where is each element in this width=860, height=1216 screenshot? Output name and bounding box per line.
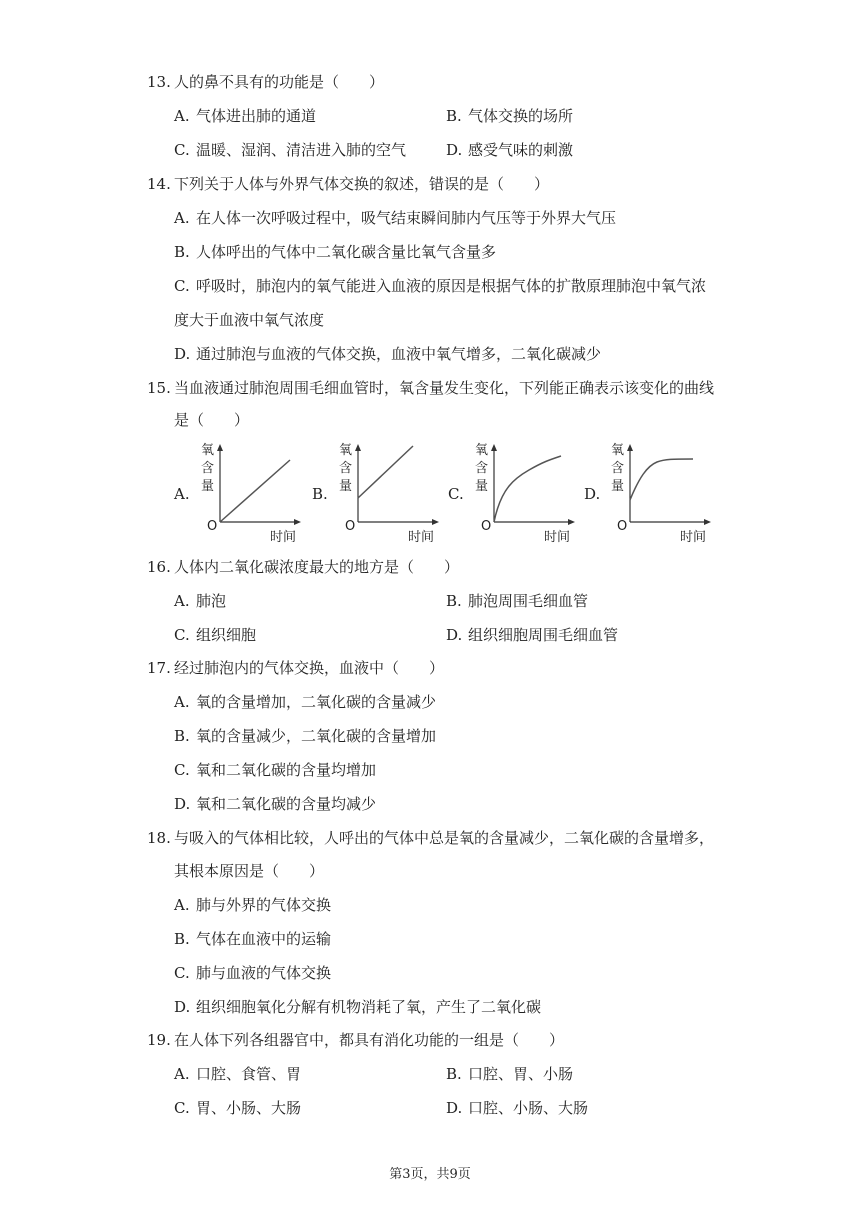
x-axis-arrow (294, 519, 301, 525)
y-axis-arrow (627, 444, 633, 451)
option-c[interactable]: C. 组织细胞 (174, 626, 257, 644)
option-c[interactable]: C. 呼吸时，肺泡内的氧气能进入血液的原因是根据气体的扩散原理肺泡中氧气浓 (174, 277, 707, 295)
y-axis-label-char: 量 (611, 479, 625, 494)
option-b[interactable]: B. 气体在血液中的运输 (174, 930, 332, 948)
y-axis-label-char: 含 (611, 461, 625, 476)
option-c[interactable]: C. (448, 485, 464, 503)
x-axis-label: 时间 (408, 530, 435, 545)
question-number: 19. (147, 1031, 171, 1049)
question-number: 14. (147, 175, 171, 193)
option-c[interactable]: C. 氧和二氧化碳的含量均增加 (174, 761, 377, 779)
y-axis-label-char: 量 (339, 479, 353, 494)
x-axis-label: 时间 (680, 530, 707, 545)
question-number: 15. (147, 379, 171, 397)
option-d[interactable]: D. 口腔、小肠、大肠 (446, 1099, 589, 1117)
origin-label: O (481, 519, 492, 534)
option-b[interactable]: B. 口腔、胃、小肠 (446, 1065, 574, 1083)
curve-line (494, 456, 561, 522)
question-text-continued: 是（ ） (174, 411, 250, 429)
option-d[interactable]: D. (584, 485, 601, 503)
y-axis-label-char: 氧 (611, 443, 625, 458)
y-axis-label-char: 含 (201, 461, 215, 476)
option-c[interactable]: C. 肺与血液的气体交换 (174, 964, 332, 982)
x-axis-label: 时间 (270, 530, 297, 545)
question-text: 经过肺泡内的气体交换，血液中（ ） (174, 659, 445, 677)
y-axis-label-char: 氧 (339, 443, 353, 458)
y-axis-arrow (355, 444, 361, 451)
x-axis-arrow (704, 519, 711, 525)
question-number: 18. (147, 829, 171, 847)
y-axis-label-char: 氧 (475, 443, 489, 458)
option-a[interactable]: A. (174, 485, 190, 503)
option-d[interactable]: D. 通过肺泡与血液的气体交换，血液中氧气增多，二氧化碳减少 (174, 345, 602, 363)
x-axis-arrow (432, 519, 439, 525)
option-a[interactable]: A. 气体进出肺的通道 (174, 107, 317, 125)
chart-a (195, 440, 325, 545)
x-axis-arrow (568, 519, 575, 525)
page-footer: 第3页，共9页 (389, 1167, 471, 1182)
option-c[interactable]: C. 胃、小肠、大肠 (174, 1099, 302, 1117)
y-axis-label-char: 量 (475, 479, 489, 494)
option-b[interactable]: B. 肺泡周围毛细血管 (446, 592, 589, 610)
x-axis-label: 时间 (544, 530, 571, 545)
option-a[interactable]: A. 口腔、食管、胃 (174, 1065, 302, 1083)
curve-line (220, 460, 290, 522)
origin-label: O (345, 519, 356, 534)
y-axis-arrow (217, 444, 223, 451)
chart-d (605, 440, 735, 545)
question-text: 当血液通过肺泡周围毛细血管时，氧含量发生变化，下列能正确表示该变化的曲线 (174, 379, 715, 397)
chart-c (469, 440, 599, 545)
option-d[interactable]: D. 感受气味的刺激 (446, 141, 574, 159)
question-text: 在人体下列各组器官中，都具有消化功能的一组是（ ） (174, 1031, 565, 1049)
option-b[interactable]: B. 氧的含量减少，二氧化碳的含量增加 (174, 727, 437, 745)
question-text: 与吸入的气体相比较，人呼出的气体中总是氧的含量减少，二氧化碳的含量增多， (174, 829, 715, 847)
option-c-continued: 度大于血液中氧气浓度 (174, 311, 325, 329)
y-axis-label-char: 氧 (201, 443, 215, 458)
question-text: 下列关于人体与外界气体交换的叙述，错误的是（ ） (174, 175, 550, 193)
curve-line (630, 459, 693, 500)
option-b[interactable]: B. 气体交换的场所 (446, 107, 574, 125)
question-text: 人体内二氧化碳浓度最大的地方是（ ） (174, 558, 460, 576)
origin-label: O (617, 519, 628, 534)
curve-line (358, 446, 413, 498)
y-axis-label-char: 量 (201, 479, 215, 494)
option-d[interactable]: D. 氧和二氧化碳的含量均减少 (174, 795, 377, 813)
option-a[interactable]: A. 在人体一次呼吸过程中，吸气结束瞬间肺内气压等于外界大气压 (174, 209, 617, 227)
question-text: 人的鼻不具有的功能是（ ） (174, 73, 385, 91)
option-a[interactable]: A. 肺泡 (174, 592, 227, 610)
chart-b (333, 440, 463, 545)
y-axis-label-char: 含 (475, 461, 489, 476)
question-number: 16. (147, 558, 171, 576)
option-d[interactable]: D. 组织细胞周围毛细血管 (446, 626, 619, 644)
option-c[interactable]: C. 温暖、湿润、清洁进入肺的空气 (174, 141, 407, 159)
option-d[interactable]: D. 组织细胞氧化分解有机物消耗了氧，产生了二氧化碳 (174, 998, 542, 1016)
option-b[interactable]: B. 人体呼出的气体中二氧化碳含量比氧气含量多 (174, 243, 497, 261)
origin-label: O (207, 519, 218, 534)
y-axis-arrow (491, 444, 497, 451)
question-number: 13. (147, 73, 171, 91)
question-number: 17. (147, 659, 171, 677)
option-b[interactable]: B. (312, 485, 328, 503)
option-a[interactable]: A. 氧的含量增加，二氧化碳的含量减少 (174, 693, 437, 711)
option-a[interactable]: A. 肺与外界的气体交换 (174, 896, 332, 914)
question-text-continued: 其根本原因是（ ） (174, 862, 325, 880)
y-axis-label-char: 含 (339, 461, 353, 476)
